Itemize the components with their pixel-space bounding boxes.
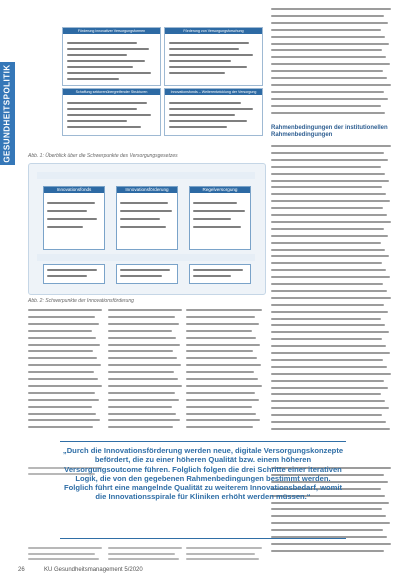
figure-2-column-1-header: Innovationsfonds bbox=[44, 187, 104, 193]
text-line bbox=[271, 393, 381, 395]
figure-2-column-2-header: Innovationsförderung bbox=[117, 187, 177, 193]
text-line bbox=[186, 344, 260, 346]
text-line bbox=[271, 152, 384, 154]
text-line bbox=[271, 193, 386, 195]
text-line bbox=[28, 330, 92, 332]
text-line bbox=[271, 311, 388, 313]
text-line bbox=[271, 269, 386, 271]
text-line bbox=[271, 77, 387, 79]
text-line bbox=[28, 344, 100, 346]
text-line bbox=[271, 98, 388, 100]
text-line bbox=[108, 385, 182, 387]
pull-quote: „Durch die Innovationsförderung werden neue, digitale Versorgungskonzepte befördert, die zu einer höheren Qualität bzw. einem höheren Versorgungsoutcome führen. Folglich folgen die drei Schritte einer iterativen Logik, die von den gegebenen Rahmenbedingungen bestimmt werden. Folglich führt eine mangelnde Qualität zu weiterem Innovationsbedarf, womit die Innovationsspirale für Kliniken erhöht werden müssen.“ bbox=[62, 446, 344, 502]
text-line bbox=[271, 249, 385, 251]
text-line bbox=[271, 414, 382, 416]
text-line bbox=[28, 426, 93, 428]
text-line bbox=[271, 331, 389, 333]
text-line bbox=[271, 29, 381, 31]
figure-1-box-3 bbox=[62, 88, 161, 136]
text-line bbox=[186, 357, 257, 359]
text-line bbox=[271, 543, 391, 545]
text-line bbox=[271, 43, 389, 45]
text-line bbox=[271, 522, 390, 524]
text-line bbox=[271, 550, 384, 552]
text-line bbox=[28, 399, 99, 401]
text-line bbox=[186, 553, 255, 555]
text-line bbox=[271, 221, 391, 223]
text-line bbox=[271, 228, 384, 230]
text-line bbox=[186, 413, 256, 415]
text-line bbox=[108, 553, 175, 555]
text-line bbox=[271, 207, 383, 209]
text-line bbox=[186, 547, 262, 549]
text-line bbox=[271, 91, 384, 93]
text-line bbox=[271, 186, 382, 188]
text-line bbox=[28, 337, 96, 339]
text-line bbox=[186, 323, 259, 325]
section-side-tab bbox=[0, 62, 15, 165]
text-line bbox=[108, 426, 173, 428]
text-line bbox=[271, 338, 382, 340]
text-line bbox=[108, 344, 180, 346]
text-line bbox=[108, 364, 181, 366]
figure-2-bottom-box-2 bbox=[116, 264, 178, 284]
text-line bbox=[271, 373, 391, 375]
text-line bbox=[108, 337, 176, 339]
figure-1-box-4-header: Innovationsfonds – Weiterentwicklung der Versorgung bbox=[165, 89, 262, 95]
text-line bbox=[28, 357, 97, 359]
text-line bbox=[28, 558, 99, 560]
text-line bbox=[271, 515, 386, 517]
text-line bbox=[271, 502, 389, 504]
text-line bbox=[108, 392, 175, 394]
text-line bbox=[108, 406, 172, 408]
text-line bbox=[271, 290, 387, 292]
figure-1-box-2 bbox=[164, 27, 263, 86]
text-line bbox=[186, 378, 258, 380]
text-line bbox=[271, 112, 385, 114]
text-line bbox=[271, 242, 381, 244]
text-line bbox=[271, 366, 387, 368]
text-line bbox=[186, 350, 253, 352]
text-line bbox=[28, 364, 101, 366]
text-line bbox=[186, 385, 262, 387]
text-line bbox=[271, 36, 385, 38]
text-line bbox=[108, 316, 175, 318]
text-line bbox=[28, 371, 94, 373]
text-line bbox=[271, 318, 381, 320]
text-line bbox=[271, 387, 388, 389]
text-line bbox=[28, 413, 96, 415]
figure-1-box-1-header: Förderung innovativer Versorgungsformen bbox=[63, 28, 160, 34]
text-line bbox=[108, 357, 177, 359]
text-line bbox=[271, 84, 391, 86]
text-line bbox=[271, 173, 385, 175]
text-line bbox=[271, 324, 385, 326]
text-line bbox=[28, 547, 102, 549]
figure-1-box-3-header: Schaffung sektorenübergreifender Strukturen bbox=[63, 89, 160, 95]
text-line bbox=[271, 56, 386, 58]
text-line bbox=[271, 22, 388, 24]
text-line bbox=[186, 558, 259, 560]
text-line bbox=[271, 70, 383, 72]
text-line bbox=[271, 421, 386, 423]
text-line bbox=[108, 371, 174, 373]
text-line bbox=[271, 200, 390, 202]
text-line bbox=[186, 426, 253, 428]
text-line bbox=[271, 380, 384, 382]
text-line bbox=[186, 399, 259, 401]
text-line bbox=[28, 406, 92, 408]
text-line bbox=[28, 392, 95, 394]
text-line bbox=[271, 166, 381, 168]
text-line bbox=[28, 419, 100, 421]
text-line bbox=[186, 316, 255, 318]
figure-1-box-2-header: Förderung von Versorgungsforschung bbox=[165, 28, 262, 34]
text-line bbox=[186, 371, 254, 373]
text-line bbox=[271, 297, 391, 299]
text-line bbox=[186, 364, 261, 366]
text-line bbox=[186, 406, 252, 408]
text-line bbox=[108, 558, 179, 560]
text-line bbox=[28, 378, 98, 380]
text-line bbox=[271, 255, 389, 257]
text-line bbox=[271, 235, 388, 237]
page-number: 26 bbox=[18, 567, 25, 573]
text-line bbox=[28, 385, 102, 387]
text-line bbox=[271, 352, 390, 354]
text-line bbox=[271, 345, 386, 347]
section-heading: Rahmenbedingungen der institutionellen Rahmenbedingungen bbox=[271, 125, 388, 138]
text-line bbox=[271, 262, 382, 264]
text-line bbox=[271, 529, 383, 531]
figure-2 bbox=[28, 163, 266, 295]
text-line bbox=[271, 63, 390, 65]
text-line bbox=[271, 276, 390, 278]
text-line bbox=[271, 428, 390, 430]
text-line bbox=[186, 392, 255, 394]
text-line bbox=[271, 15, 384, 17]
text-line bbox=[108, 413, 176, 415]
text-line bbox=[108, 399, 179, 401]
figure-2-bottom-box-3 bbox=[189, 264, 251, 284]
figure-1-box-4 bbox=[164, 88, 263, 136]
text-line bbox=[271, 359, 383, 361]
text-line bbox=[271, 49, 382, 51]
text-line bbox=[108, 350, 173, 352]
text-line bbox=[108, 330, 172, 332]
text-line bbox=[28, 350, 93, 352]
text-line bbox=[108, 378, 178, 380]
text-line bbox=[271, 304, 384, 306]
text-line bbox=[28, 553, 95, 555]
text-line bbox=[108, 419, 180, 421]
text-line bbox=[271, 159, 388, 161]
text-line bbox=[271, 407, 389, 409]
text-line bbox=[28, 323, 99, 325]
text-line bbox=[271, 508, 382, 510]
text-line bbox=[28, 316, 95, 318]
quote-rule-bottom bbox=[60, 538, 346, 539]
text-line bbox=[186, 309, 262, 311]
text-line bbox=[186, 419, 260, 421]
text-line bbox=[28, 309, 102, 311]
text-line bbox=[186, 337, 256, 339]
text-line bbox=[271, 145, 391, 147]
text-line bbox=[186, 330, 252, 332]
text-line bbox=[108, 309, 182, 311]
figure-2-column-3-header: Regelversorgung bbox=[190, 187, 250, 193]
text-line bbox=[271, 214, 387, 216]
section-side-tab-label: GESUNDHEITSPOLITIK bbox=[3, 64, 12, 163]
figure-2-caption: Abb. 2: Schwerpunkte der Innovationsförderung bbox=[28, 298, 134, 304]
figure-2-bottom-box-1 bbox=[43, 264, 105, 284]
text-line bbox=[108, 323, 179, 325]
text-line bbox=[271, 283, 383, 285]
text-line bbox=[108, 547, 182, 549]
text-line bbox=[271, 180, 389, 182]
quote-rule-top bbox=[60, 441, 346, 442]
figure-1-caption: Abb. 1: Überblick über die Schwerpunkte des Versorgungsgesetzes bbox=[28, 153, 178, 159]
text-line bbox=[271, 105, 381, 107]
text-line bbox=[271, 8, 391, 10]
journal-name: KU Gesundheitsmanagement 5/2020 bbox=[44, 567, 143, 573]
text-line bbox=[271, 400, 385, 402]
